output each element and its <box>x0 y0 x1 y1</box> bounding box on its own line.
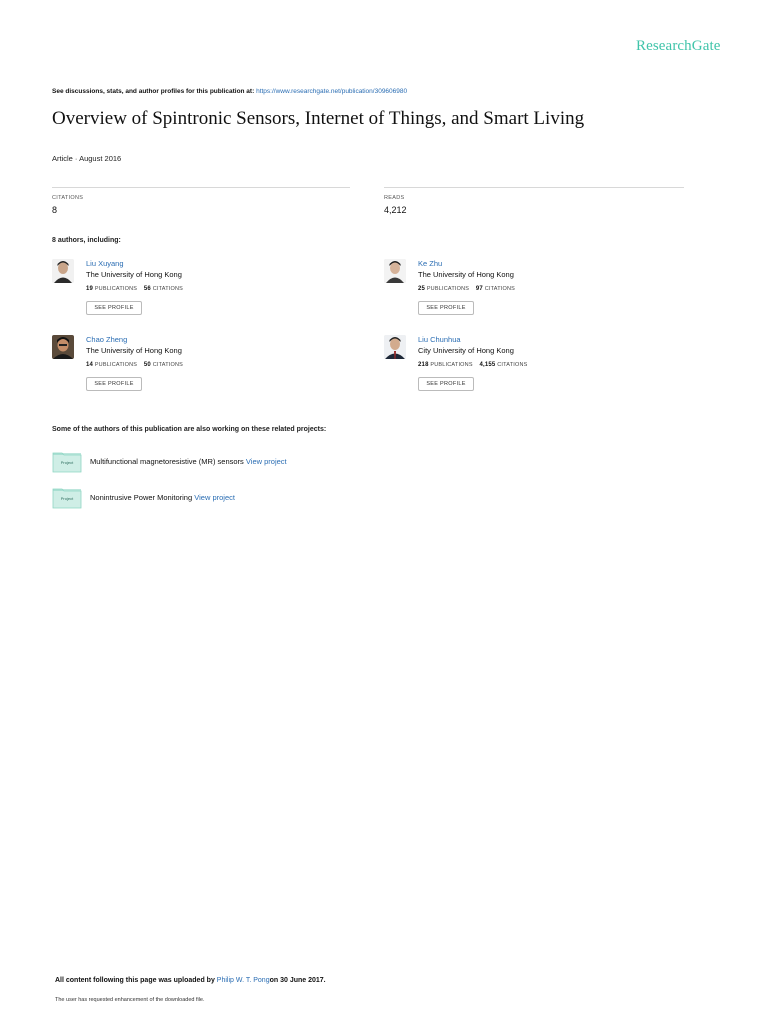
project-icon-label: Project <box>60 496 74 501</box>
avatar[interactable] <box>384 335 406 359</box>
view-project-link[interactable]: View project <box>194 493 235 502</box>
author-card <box>52 259 312 329</box>
author-card <box>384 335 644 405</box>
author-institution: City University of Hong Kong <box>418 346 514 355</box>
uploader-link[interactable]: Philip W. T. Pong <box>216 977 270 984</box>
author-card <box>384 259 644 329</box>
citations-count: 50 <box>143 362 151 368</box>
author-stats <box>86 362 183 368</box>
publications-count: 218 <box>418 362 429 368</box>
see-text: See discussions, stats, and author profiles for this publication at: <box>52 88 255 95</box>
project-icon-label: Project <box>60 460 74 465</box>
project-folder-icon <box>52 451 82 473</box>
publication-url-link[interactable]: https://www.researchgate.net/publication/309606980 <box>256 88 408 95</box>
author-institution: The University of Hong Kong <box>86 270 182 279</box>
project-item <box>52 487 452 511</box>
author-institution: The University of Hong Kong <box>86 346 182 355</box>
citations-value: 8 <box>52 205 58 215</box>
citations-label: CITATIONS <box>152 362 184 368</box>
header-see-line <box>52 88 407 95</box>
project-title <box>90 457 287 466</box>
avatar[interactable] <box>384 259 406 283</box>
reads-label: READS <box>384 195 405 201</box>
publication-meta: Article · August 2016 <box>52 154 122 163</box>
publications-count: 25 <box>418 286 426 292</box>
citations-label: CITATIONS <box>484 286 516 292</box>
upload-suffix: on 30 June 2017. <box>269 977 326 984</box>
projects-heading: Some of the authors of this publication are also working on these related projects: <box>52 426 327 433</box>
citations-count: 56 <box>143 286 151 292</box>
see-profile-button[interactable]: SEE PROFILE <box>86 377 142 391</box>
avatar[interactable] <box>52 335 74 359</box>
citations-label: CITATIONS <box>152 286 184 292</box>
publications-label: PUBLICATIONS <box>94 286 138 292</box>
author-name-link[interactable]: Chao Zheng <box>86 335 128 344</box>
project-name: Nonintrusive Power Monitoring <box>90 493 193 502</box>
see-profile-button[interactable]: SEE PROFILE <box>418 377 474 391</box>
publications-label: PUBLICATIONS <box>430 362 473 368</box>
project-name: Multifunctional magnetoresistive (MR) sensors <box>90 457 244 466</box>
publications-count: 19 <box>86 286 94 292</box>
publications-label: PUBLICATIONS <box>426 286 470 292</box>
project-folder-icon <box>52 487 82 509</box>
author-institution: The University of Hong Kong <box>418 270 514 279</box>
see-profile-button[interactable]: SEE PROFILE <box>418 301 474 315</box>
author-card <box>52 335 312 405</box>
authors-heading: 8 authors, including: <box>52 237 121 244</box>
author-name-link[interactable]: Liu Xuyang <box>86 259 124 268</box>
reads-value: 4,212 <box>384 205 407 215</box>
citations-label: CITATIONS <box>52 195 84 201</box>
citations-count: 97 <box>475 286 483 292</box>
avatar[interactable] <box>52 259 74 283</box>
publication-title: Overview of Spintronic Sensors, Internet of Things, and Smart Living <box>52 108 585 129</box>
researchgate-logo[interactable]: ResearchGate <box>636 38 721 54</box>
footer-note: The user has requested enhancement of the downloaded file. <box>55 997 205 1003</box>
project-item <box>52 451 452 475</box>
author-name-link[interactable]: Liu Chunhua <box>418 335 461 344</box>
author-name-link[interactable]: Ke Zhu <box>418 259 443 268</box>
publications-label: PUBLICATIONS <box>94 362 138 368</box>
author-stats <box>418 362 528 368</box>
divider-reads <box>384 187 684 188</box>
footer-upload-line <box>55 977 326 984</box>
project-title <box>90 493 235 502</box>
author-stats <box>86 286 183 292</box>
citations-count: 4,155 <box>479 362 496 368</box>
citations-label: CITATIONS <box>497 362 528 368</box>
upload-prefix: All content following this page was uploaded by <box>55 977 215 984</box>
divider-citations <box>52 187 350 188</box>
see-profile-button[interactable]: SEE PROFILE <box>86 301 142 315</box>
author-stats <box>418 286 515 292</box>
view-project-link[interactable]: View project <box>245 457 287 466</box>
publications-count: 14 <box>86 362 94 368</box>
